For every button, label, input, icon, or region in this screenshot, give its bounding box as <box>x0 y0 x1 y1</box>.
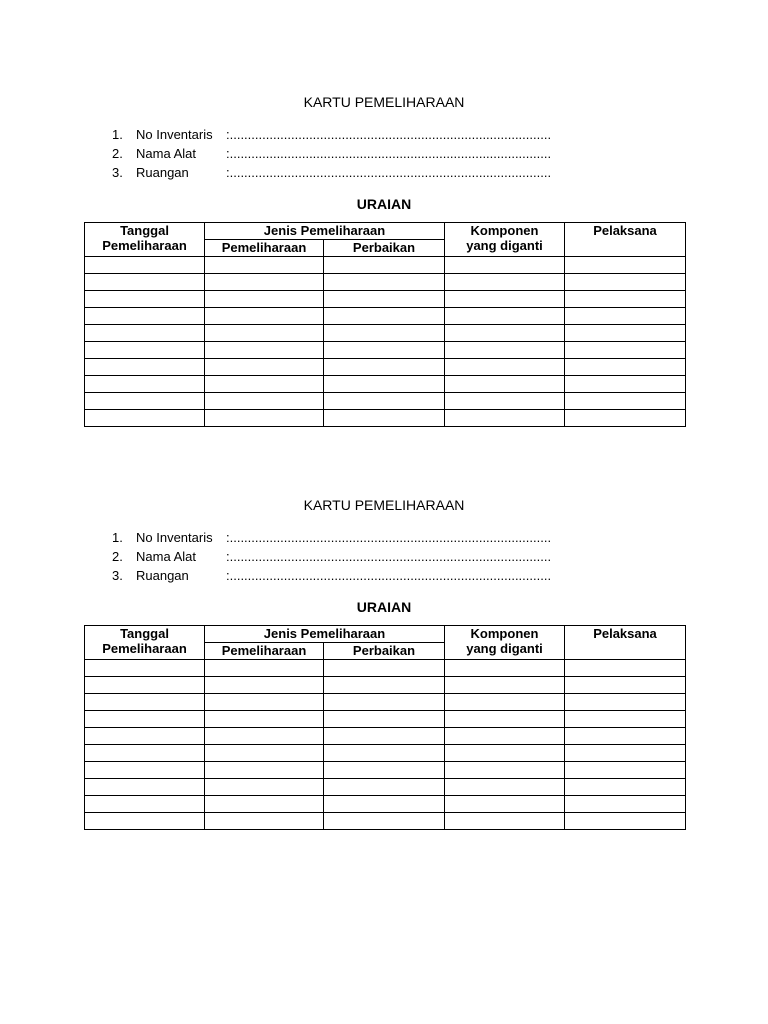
table-cell[interactable] <box>85 359 205 376</box>
header-komponen: Komponen yang diganti <box>445 223 565 257</box>
table-cell[interactable] <box>445 376 565 393</box>
table-cell[interactable] <box>324 410 445 427</box>
table-cell[interactable] <box>445 762 565 779</box>
card-title: KARTU PEMELIHARAAN <box>303 497 465 513</box>
table-cell[interactable] <box>565 274 686 291</box>
table-cell[interactable] <box>324 796 445 813</box>
table-cell[interactable] <box>445 745 565 762</box>
table-cell[interactable] <box>205 359 324 376</box>
table-cell[interactable] <box>324 728 445 745</box>
field-label: Ruangan <box>136 165 189 180</box>
table-cell[interactable] <box>205 393 324 410</box>
table-cell[interactable] <box>565 694 686 711</box>
header-jenis: Jenis Pemeliharaan <box>205 223 445 240</box>
table-cell[interactable] <box>324 376 445 393</box>
table-row <box>85 359 686 376</box>
table-cell[interactable] <box>324 745 445 762</box>
table-cell[interactable] <box>565 728 686 745</box>
table-cell[interactable] <box>205 257 324 274</box>
table-cell[interactable] <box>205 711 324 728</box>
table-cell[interactable] <box>445 308 565 325</box>
table-cell[interactable] <box>85 291 205 308</box>
field-ruangan <box>112 163 551 182</box>
table-cell[interactable] <box>565 745 686 762</box>
field-label: No Inventaris <box>136 127 213 142</box>
table-row <box>85 308 686 325</box>
field-label: No Inventaris <box>136 530 213 545</box>
field-label: Nama Alat <box>136 549 196 564</box>
table-cell[interactable] <box>565 796 686 813</box>
table-cell[interactable] <box>205 796 324 813</box>
table-cell[interactable] <box>205 779 324 796</box>
table-cell[interactable] <box>85 779 205 796</box>
table-cell[interactable] <box>205 291 324 308</box>
section-title: URAIAN <box>356 599 412 615</box>
table-cell[interactable] <box>85 308 205 325</box>
table-cell[interactable] <box>445 677 565 694</box>
table-row <box>85 711 686 728</box>
table-cell[interactable] <box>445 660 565 677</box>
table-cell[interactable] <box>85 813 205 830</box>
table-cell[interactable] <box>324 762 445 779</box>
table-row <box>85 376 686 393</box>
header-komponen: Komponen yang diganti <box>445 626 565 660</box>
table-cell[interactable] <box>565 813 686 830</box>
table-cell[interactable] <box>565 393 686 410</box>
table-cell[interactable] <box>85 677 205 694</box>
field-list <box>112 125 551 182</box>
table-body <box>85 660 686 830</box>
table-cell[interactable] <box>85 274 205 291</box>
table-cell[interactable] <box>445 359 565 376</box>
field-value-line[interactable]: :......................................................................................... <box>226 549 552 564</box>
table-cell[interactable] <box>565 291 686 308</box>
table-cell[interactable] <box>85 745 205 762</box>
table-row <box>85 325 686 342</box>
table-cell[interactable] <box>565 359 686 376</box>
field-nama-alat <box>112 547 551 566</box>
table-cell[interactable] <box>324 359 445 376</box>
table-cell[interactable] <box>205 694 324 711</box>
field-value-line[interactable]: :......................................................................................... <box>226 568 552 583</box>
table-cell[interactable] <box>324 660 445 677</box>
table-cell[interactable] <box>445 342 565 359</box>
table-row <box>85 410 686 427</box>
table-cell[interactable] <box>85 660 205 677</box>
table-cell[interactable] <box>85 376 205 393</box>
table-cell[interactable] <box>324 677 445 694</box>
field-value-line[interactable]: :......................................................................................... <box>226 530 552 545</box>
table-cell[interactable] <box>85 325 205 342</box>
table-cell[interactable] <box>565 376 686 393</box>
table-cell[interactable] <box>565 257 686 274</box>
table-cell[interactable] <box>445 274 565 291</box>
table-row <box>85 257 686 274</box>
field-label: Nama Alat <box>136 146 196 161</box>
table-cell[interactable] <box>205 728 324 745</box>
table-cell[interactable] <box>85 762 205 779</box>
table-row <box>85 762 686 779</box>
table-cell[interactable] <box>565 779 686 796</box>
table-cell[interactable] <box>565 660 686 677</box>
maintenance-table <box>84 625 686 830</box>
table-cell[interactable] <box>85 257 205 274</box>
field-number: 3. <box>112 568 123 583</box>
table-cell[interactable] <box>565 342 686 359</box>
field-ruangan <box>112 566 551 585</box>
table-row <box>85 660 686 677</box>
table-cell[interactable] <box>324 274 445 291</box>
field-list <box>112 528 551 585</box>
header-tanggal: Tanggal Pemeliharaan <box>85 626 205 660</box>
table-cell[interactable] <box>324 257 445 274</box>
table-cell[interactable] <box>445 796 565 813</box>
table-cell[interactable] <box>445 325 565 342</box>
field-number: 1. <box>112 530 123 545</box>
header-pemeliharaan: Pemeliharaan <box>205 240 324 257</box>
table-cell[interactable] <box>205 813 324 830</box>
table-cell[interactable] <box>445 291 565 308</box>
table-cell[interactable] <box>85 728 205 745</box>
table-cell[interactable] <box>324 393 445 410</box>
table-cell[interactable] <box>565 762 686 779</box>
table-cell[interactable] <box>324 711 445 728</box>
table-cell[interactable] <box>85 342 205 359</box>
header-perbaikan: Perbaikan <box>324 240 445 257</box>
table-cell[interactable] <box>205 660 324 677</box>
table-cell[interactable] <box>445 813 565 830</box>
header-jenis: Jenis Pemeliharaan <box>205 626 445 643</box>
table-cell[interactable] <box>445 711 565 728</box>
table-cell[interactable] <box>565 410 686 427</box>
table-cell[interactable] <box>85 796 205 813</box>
table-cell[interactable] <box>85 393 205 410</box>
header-tanggal: Tanggal Pemeliharaan <box>85 223 205 257</box>
table-cell[interactable] <box>85 711 205 728</box>
header-pemeliharaan: Pemeliharaan <box>205 643 324 660</box>
field-value-line[interactable]: :......................................................................................... <box>226 165 552 180</box>
table-cell[interactable] <box>324 342 445 359</box>
table-cell[interactable] <box>85 694 205 711</box>
table-cell[interactable] <box>205 342 324 359</box>
table-cell[interactable] <box>205 677 324 694</box>
table-body <box>85 257 686 427</box>
table-row <box>85 745 686 762</box>
table-cell[interactable] <box>85 410 205 427</box>
table-cell[interactable] <box>565 711 686 728</box>
field-no-inventaris <box>112 125 551 144</box>
field-no-inventaris <box>112 528 551 547</box>
table-cell[interactable] <box>445 257 565 274</box>
card-title: KARTU PEMELIHARAAN <box>303 94 465 110</box>
field-value-line[interactable]: :......................................................................................... <box>226 127 552 142</box>
table-cell[interactable] <box>205 376 324 393</box>
table-cell[interactable] <box>205 762 324 779</box>
header-perbaikan: Perbaikan <box>324 643 445 660</box>
table-cell[interactable] <box>324 308 445 325</box>
table-row <box>85 796 686 813</box>
field-number: 3. <box>112 165 123 180</box>
table-row <box>85 677 686 694</box>
table-row <box>85 291 686 308</box>
table-row <box>85 779 686 796</box>
table-cell[interactable] <box>324 813 445 830</box>
table-row <box>85 728 686 745</box>
table-row <box>85 694 686 711</box>
table-cell[interactable] <box>324 325 445 342</box>
table-row <box>85 342 686 359</box>
field-number: 2. <box>112 549 123 564</box>
table-cell[interactable] <box>445 728 565 745</box>
table-cell[interactable] <box>324 694 445 711</box>
table-cell[interactable] <box>565 677 686 694</box>
header-pelaksana: Pelaksana <box>565 626 686 660</box>
table-cell[interactable] <box>445 393 565 410</box>
table-cell[interactable] <box>324 779 445 796</box>
table-cell[interactable] <box>205 308 324 325</box>
table-cell[interactable] <box>445 779 565 796</box>
table-cell[interactable] <box>565 308 686 325</box>
field-number: 1. <box>112 127 123 142</box>
table-cell[interactable] <box>445 694 565 711</box>
field-value-line[interactable]: :......................................................................................... <box>226 146 552 161</box>
table-row <box>85 274 686 291</box>
table-cell[interactable] <box>205 745 324 762</box>
table-row <box>85 813 686 830</box>
field-label: Ruangan <box>136 568 189 583</box>
table-cell[interactable] <box>445 410 565 427</box>
field-nama-alat <box>112 144 551 163</box>
table-cell[interactable] <box>205 325 324 342</box>
field-number: 2. <box>112 146 123 161</box>
table-cell[interactable] <box>324 291 445 308</box>
table-cell[interactable] <box>205 274 324 291</box>
table-cell[interactable] <box>205 410 324 427</box>
section-title: URAIAN <box>356 196 412 212</box>
table-cell[interactable] <box>565 325 686 342</box>
maintenance-table <box>84 222 686 427</box>
table-row <box>85 393 686 410</box>
header-pelaksana: Pelaksana <box>565 223 686 257</box>
